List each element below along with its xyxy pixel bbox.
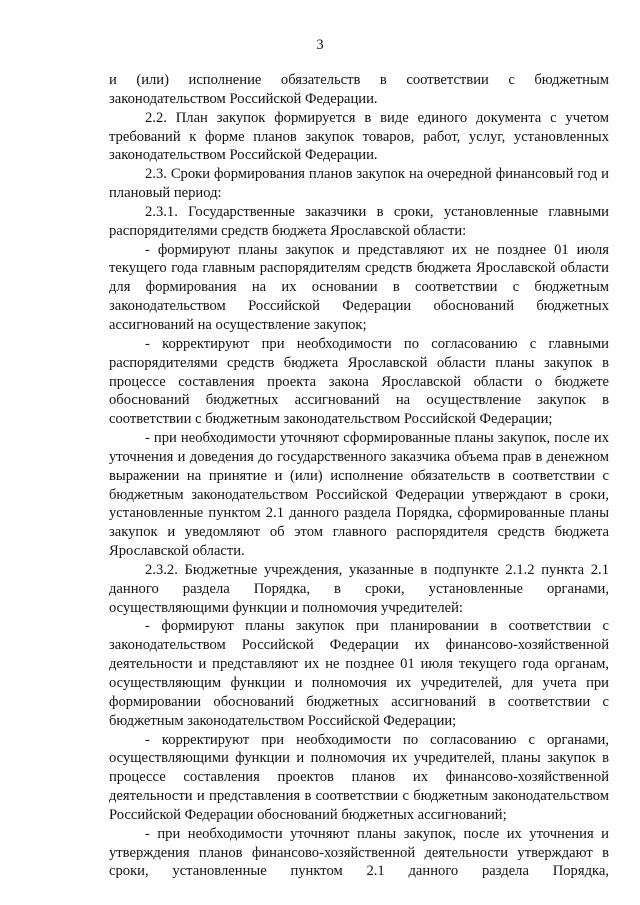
list-item-institutions-adjust: - корректируют при необходимости по согласованию с органами, осуществляющими функции и полномочия их учредителей, планы закупок в процессе составления проектов планов их финансово-хозяйственной деятельности и представления в соответствии с бюджетным законодательством Российской Федерации обоснований бюджетных ассигнований; <box>109 731 609 823</box>
paragraph-2-3-1: 2.3.1. Государственные заказчики в сроки, установленные главными распорядителями средств бюджета Ярославской области: <box>109 203 609 239</box>
list-item-adjust-plans: - корректируют при необходимости по согласованию с главными распорядителями средств бюджета Ярославской области планы закупок в процессе составления проекта закона Ярославской области о бюджете обоснований бюджетных ассигнований на осуществление закупок в соответствии с бюджетным законодательством Российской Федерации; <box>109 335 609 428</box>
list-item-institutions-form: - формируют планы закупок при планировании в соответствии с законодательством Российской Федерации их финансово-хозяйственной деятельности и представляют их не позднее 01 июля текущего года органам, осуществляющим функции и полномочия их учредителей, для учета при формировании обоснований бюджетных ассигнований в соответствии с бюджетным законодательством Российской Федерации; <box>109 618 609 729</box>
list-item-institutions-clarify: - при необходимости уточняют планы закупок, после их уточнения и утверждения планов финансово-хозяйственной деятельности утверждают в сроки, установленные пунктом 2.1 данного раздела Порядка, <box>109 825 609 880</box>
page-number: 3 <box>316 37 324 53</box>
paragraph-2-3: 2.3. Сроки формирования планов закупок на очередной финансовый год и плановый период: <box>109 166 609 202</box>
paragraph-continuation: и (или) исполнение обязательств в соответствии с бюджетным законодательством Российской Федерации. <box>109 72 609 107</box>
list-item-form-plans: - формируют планы закупок и представляют их не позднее 01 июля текущего года главным распорядителям средств бюджета Ярославской области для формирования на их основании в соответствии с бюджетным законодательством Российской Федерации обоснований бюджетных ассигнований на осуществление закупок; <box>109 241 609 333</box>
paragraph-2-3-2: 2.3.2. Бюджетные учреждения, указанные в подпункте 2.1.2 пункта 2.1 данного раздела Порядка, в сроки, установленные органами, осуществляющими функции и полномочия учредителей: <box>109 561 609 616</box>
paragraph-2-2: 2.2. План закупок формируется в виде единого документа с учетом требований к форме планов закупок товаров, работ, услуг, установленных законодательством Российской Федерации. <box>109 109 609 164</box>
list-item-clarify-plans: - при необходимости уточняют сформированные планы закупок, после их уточнения и доведения до государственного заказчика объема прав в денежном выражении на принятие и (или) исполнение обязательств в соответствии с бюджетным законодательством Российской Федерации утверждают в сроки, установленные пунктом 2.1 данного раздела Порядка, сформированные планы закупок и уведомляют об этом главного распорядителя средств бюджета Ярославской области. <box>109 430 609 560</box>
document-body <box>109 71 609 881</box>
